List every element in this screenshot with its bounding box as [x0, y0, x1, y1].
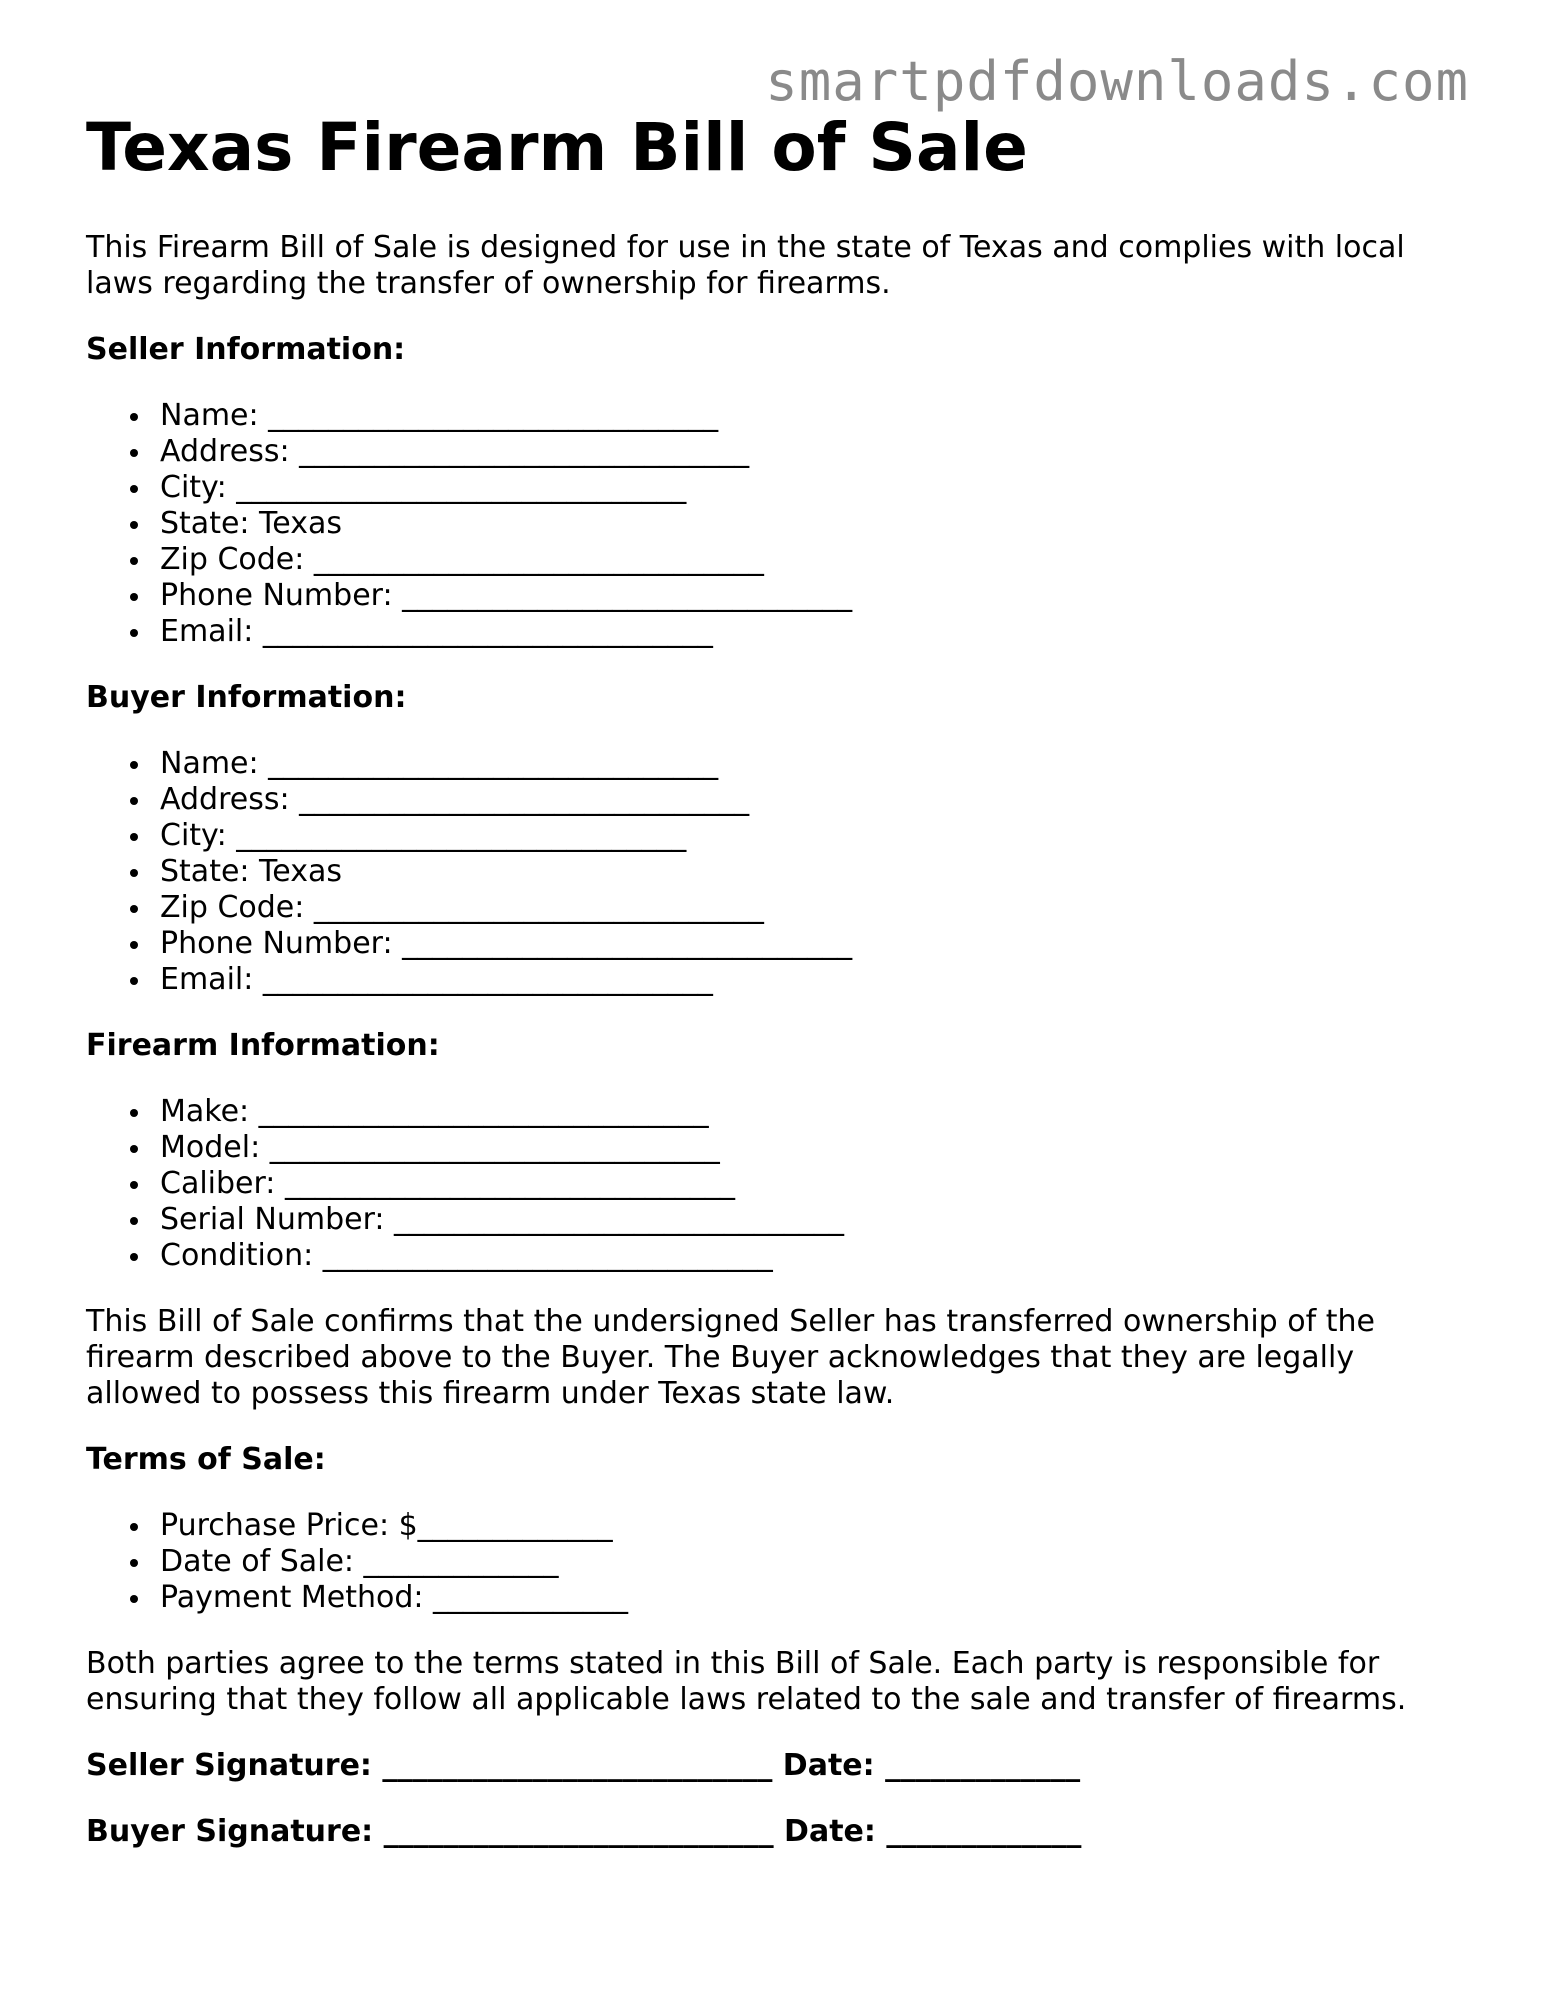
seller-address-field: Address: ______________________________ [160, 434, 1476, 470]
firearm-condition-field: Condition: ______________________________ [160, 1238, 1476, 1274]
terms-heading: Terms of Sale: [86, 1441, 326, 1477]
intro-paragraph: This Firearm Bill of Sale is designed for use in the state of Texas and complies with local laws regarding the transfer of ownership for firearms. [86, 229, 1405, 301]
buyer-field-list [86, 746, 1476, 998]
payment-method-field: Payment Method: _____________ [160, 1580, 1476, 1616]
buyer-address-field: Address: ______________________________ [160, 782, 1476, 818]
firearm-model-field: Model: ______________________________ [160, 1130, 1476, 1166]
confirmation-paragraph: This Bill of Sale confirms that the undersigned Seller has transferred ownership of the firearm described above to the Buyer. The Buyer acknowledges that they are legally allowed to possess this firearm under Texas state law. [86, 1303, 1375, 1411]
firearm-make-field: Make: ______________________________ [160, 1094, 1476, 1130]
seller-field-list [86, 398, 1476, 650]
firearm-field-list [86, 1094, 1476, 1274]
seller-phone-field: Phone Number: ______________________________ [160, 578, 1476, 614]
buyer-zip-field: Zip Code: ______________________________ [160, 890, 1476, 926]
seller-email-field: Email: ______________________________ [160, 614, 1476, 650]
firearm-heading: Firearm Information: [86, 1027, 440, 1063]
seller-name-field: Name: ______________________________ [160, 398, 1476, 434]
buyer-email-field: Email: ______________________________ [160, 962, 1476, 998]
seller-state-field: State: Texas [160, 506, 1476, 542]
buyer-phone-field: Phone Number: ______________________________ [160, 926, 1476, 962]
document-page [86, 110, 1476, 1880]
buyer-state-field: State: Texas [160, 854, 1476, 890]
firearm-caliber-field: Caliber: ______________________________ [160, 1166, 1476, 1202]
seller-zip-field: Zip Code: ______________________________ [160, 542, 1476, 578]
date-of-sale-field: Date of Sale: _____________ [160, 1544, 1476, 1580]
agreement-paragraph: Both parties agree to the terms stated in this Bill of Sale. Each party is responsible for ensuring that they follow all applicable laws related to the sale and transfer of firearms. [86, 1645, 1407, 1717]
purchase-price-field: Purchase Price: $_____________ [160, 1508, 1476, 1544]
firearm-serial-field: Serial Number: ______________________________ [160, 1202, 1476, 1238]
buyer-heading: Buyer Information: [86, 679, 407, 715]
seller-city-field: City: ______________________________ [160, 470, 1476, 506]
page-title: Texas Firearm Bill of Sale [86, 109, 1028, 186]
watermark: smartpdfdownloads.com [765, 50, 1469, 113]
seller-heading: Seller Information: [86, 331, 406, 367]
buyer-signature-line: Buyer Signature: __________________________ Date: _____________ [86, 1813, 1082, 1849]
buyer-name-field: Name: ______________________________ [160, 746, 1476, 782]
seller-signature-line: Seller Signature: __________________________ Date: _____________ [86, 1747, 1081, 1783]
terms-field-list [86, 1508, 1476, 1616]
buyer-city-field: City: ______________________________ [160, 818, 1476, 854]
